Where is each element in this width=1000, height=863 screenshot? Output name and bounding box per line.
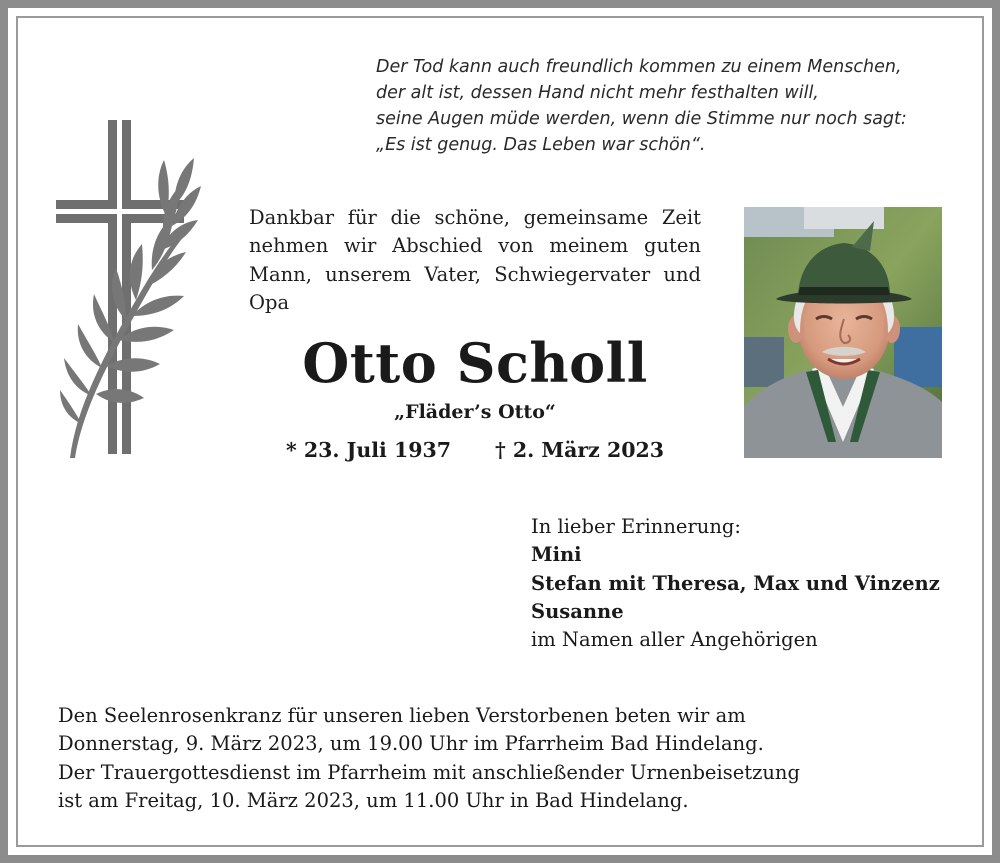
mourner-name: Susanne — [531, 599, 624, 623]
memory-block — [531, 513, 971, 654]
life-dates — [248, 435, 702, 465]
service-info — [58, 702, 958, 815]
memory-heading: In lieber Erinnerung: — [531, 515, 741, 538]
deceased-name: Otto Scholl — [302, 331, 648, 395]
service-line: Den Seelenrosenkranz für unseren lieben Verstorbenen beten wir am — [58, 704, 746, 727]
poem-line: der alt ist, dessen Hand nicht mehr festhalten will, — [376, 83, 819, 103]
cross-with-palm-branch-icon — [56, 120, 201, 460]
service-line: Der Trauergottesdienst im Pfarrheim mit anschließender Urnenbeisetzung — [58, 760, 800, 784]
mourner-name: Stefan mit Theresa, Max und Vinzenz — [531, 571, 940, 595]
service-line: ist am Freitag, 10. März 2023, um 11.00 Uhr in Bad Hindelang. — [58, 788, 689, 812]
mourner-name: Mini — [531, 543, 582, 567]
poem-line: seine Augen müde werden, wenn die Stimme nur noch sagt: — [376, 109, 907, 129]
memory-closing: im Namen aller Angehörigen — [531, 628, 818, 652]
poem — [376, 54, 976, 158]
poem-line: Der Tod kann auch freundlich kommen zu einem Menschen, — [376, 57, 902, 77]
death-date: † 2. März 2023 — [495, 438, 665, 462]
service-line: Donnerstag, 9. März 2023, um 19.00 Uhr im Pfarrheim Bad Hindelang. — [58, 732, 764, 756]
deceased-nickname: „Fläder’s Otto“ — [394, 401, 556, 423]
portrait-photo — [744, 207, 942, 458]
poem-line: „Es ist genug. Das Leben war schön“. — [376, 135, 706, 155]
intro-text: Dankbar für die schöne, gemeinsame Zeit nehmen wir Abschied von meinem guten Mann, unserem Vater, Schwiegervater und Opa — [249, 206, 701, 314]
birth-date: * 23. Juli 1937 — [285, 438, 451, 462]
